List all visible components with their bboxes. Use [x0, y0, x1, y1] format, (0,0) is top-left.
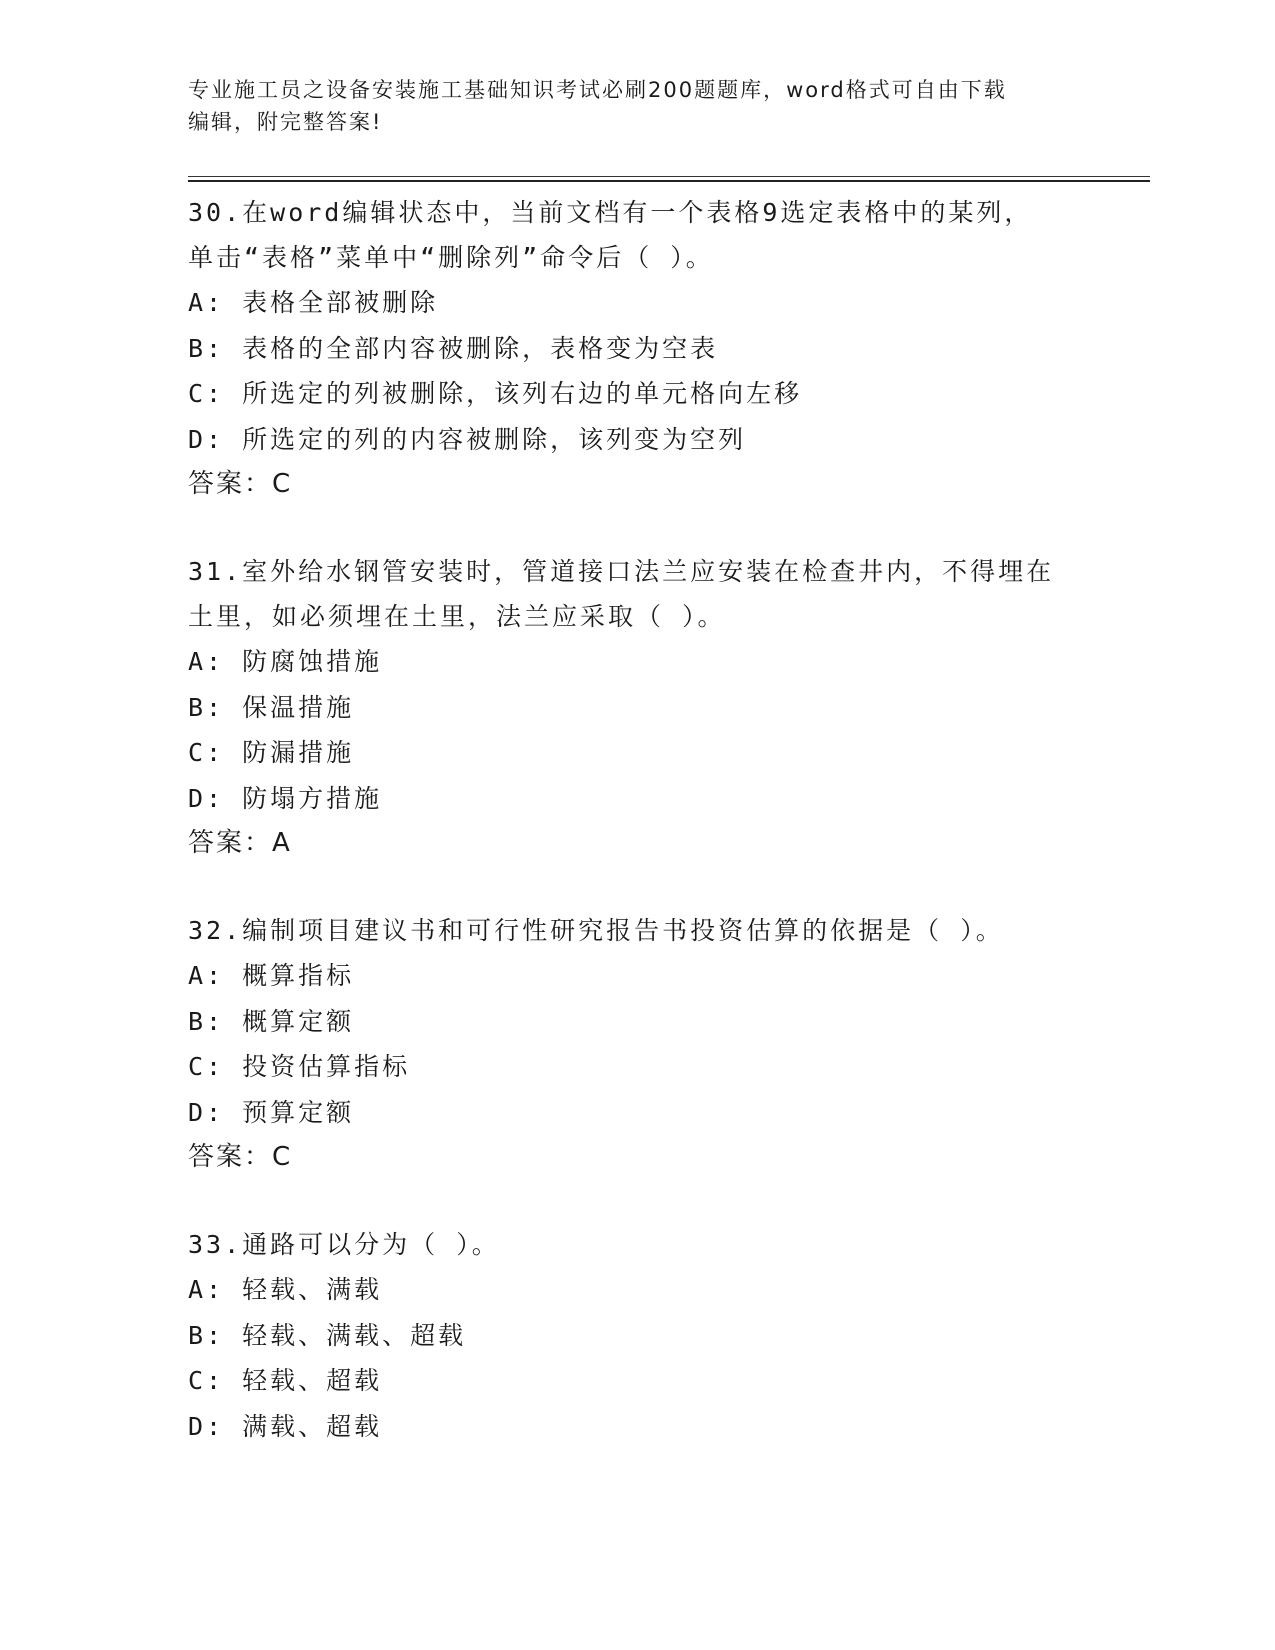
document-header: [188, 74, 1068, 138]
question-spacer: [188, 866, 1088, 908]
option-c: C: 投资估算指标: [188, 1052, 411, 1081]
option-d: D: 预算定额: [188, 1097, 355, 1127]
option-b: B: 轻载、满载、超载: [188, 1320, 467, 1350]
option-a: A: 概算指标: [188, 961, 355, 990]
answer-line: 答案：A: [188, 828, 292, 858]
option-a: A: 防腐蚀措施: [188, 647, 383, 676]
question-stem-line: 33.通路可以分为（ ）。: [188, 1230, 500, 1259]
answer-line: 答案：C: [188, 1142, 293, 1172]
question-spacer: [188, 1180, 1088, 1222]
option-c: C: 防漏措施: [188, 738, 355, 767]
answer-line: 答案：C: [188, 469, 293, 499]
question-stem-line: 土里，如必须埋在土里，法兰应采取（ ）。: [188, 602, 726, 631]
question-stem-line: 30.在word编辑状态中，当前文档有一个表格9选定表格中的某列，: [188, 198, 1033, 227]
header-divider-thick: [188, 180, 1150, 182]
option-b: B: 保温措施: [188, 692, 355, 722]
question-32: [188, 908, 1088, 1180]
option-b: B: 概算定额: [188, 1006, 355, 1036]
header-title-line-1: 专业施工员之设备安装施工基础知识考试必刷200题题库，word格式可自由下载: [188, 78, 1007, 102]
option-a: A: 表格全部被删除: [188, 288, 439, 317]
question-stem-line: 32.编制项目建议书和可行性研究报告书投资估算的依据是（ ）。: [188, 916, 1004, 945]
option-d: D: 所选定的列的内容被删除，该列变为空列: [188, 424, 747, 454]
option-c: C: 所选定的列被删除，该列右边的单元格向左移: [188, 379, 803, 408]
question-spacer: [188, 507, 1088, 549]
option-c: C: 轻载、超载: [188, 1366, 383, 1395]
header-divider-thin: [188, 176, 1150, 177]
option-d: D: 防塌方措施: [188, 783, 383, 813]
option-d: D: 满载、超载: [188, 1411, 383, 1441]
question-stem-line: 单击“表格”菜单中“删除列”命令后（ ）。: [188, 243, 714, 272]
question-stem-line: 31.室外给水钢管安装时，管道接口法兰应安装在检查井内，不得埋在: [188, 557, 1055, 586]
header-title-line-2: 编辑，附完整答案!: [188, 110, 383, 134]
question-30: [188, 190, 1088, 507]
option-b: B: 表格的全部内容被删除，表格变为空表: [188, 333, 719, 363]
option-a: A: 轻载、满载: [188, 1275, 383, 1304]
question-list: [188, 190, 1088, 1449]
question-31: [188, 549, 1088, 866]
question-33: [188, 1222, 1088, 1449]
